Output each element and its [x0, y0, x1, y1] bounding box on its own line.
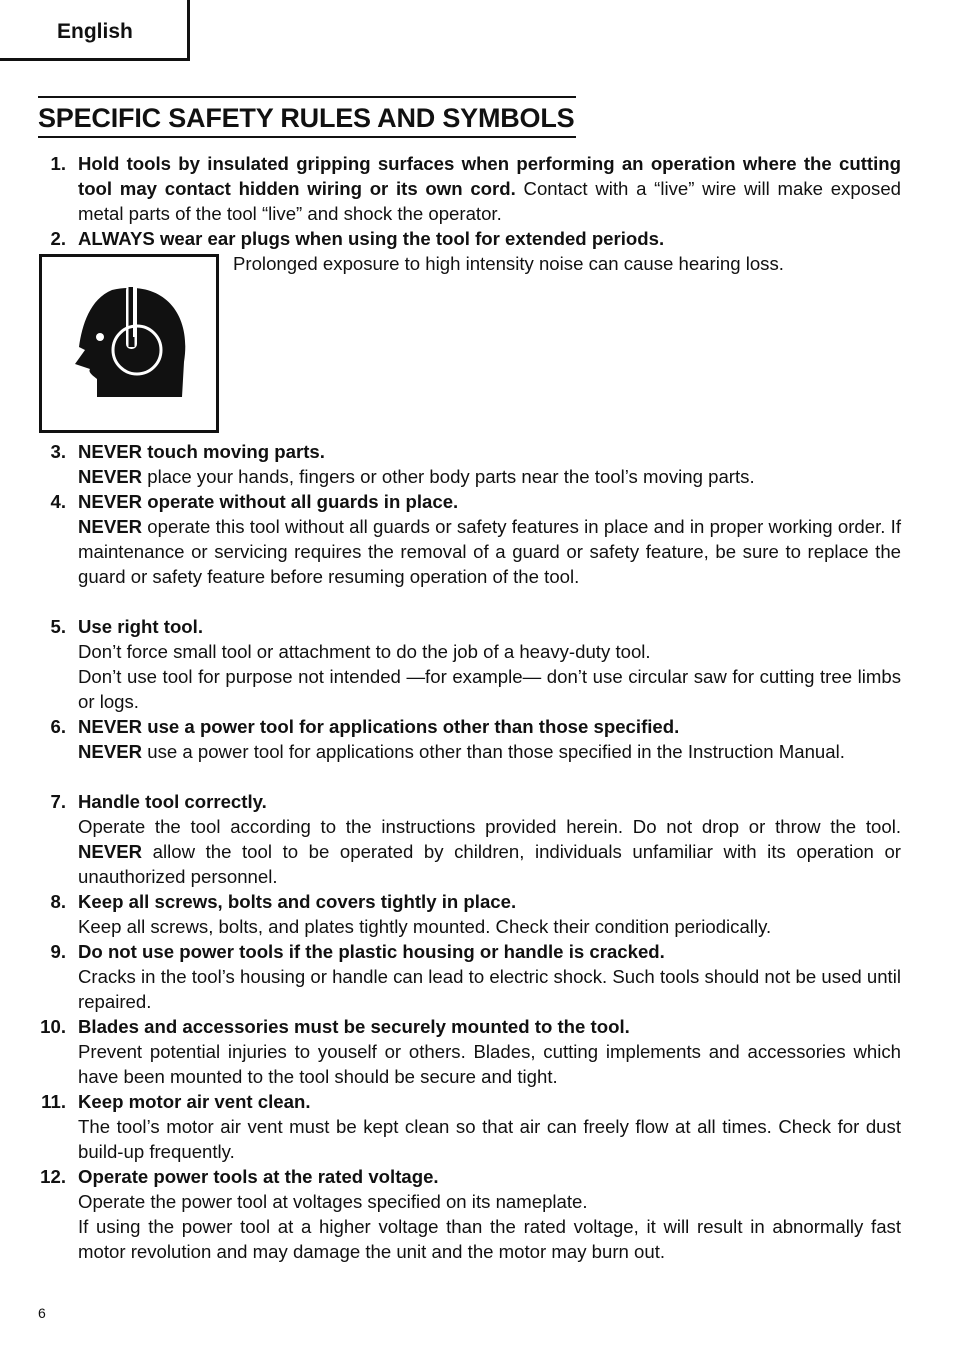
item-body-2: If using the power tool at a higher voltage than the rated voltage, it will result in abnormally fast motor revolution and may damage the unit and the motor may burn out.	[78, 1216, 901, 1262]
list-item	[78, 714, 901, 764]
page-title: SPECIFIC SAFETY RULES AND SYMBOLS	[38, 103, 575, 133]
item-number: 7.	[50, 791, 66, 812]
item-body: place your hands, fingers or other body parts near the tool’s moving parts.	[142, 466, 755, 487]
item-body: Prevent potential injuries to youself or others. Blades, cutting implements and accessories which have been mounted to the tool should be secure and tight.	[78, 1041, 901, 1087]
item-body: The tool’s motor air vent must be kept clean so that air can freely flow at all times. Check for dust build-up frequently.	[78, 1116, 901, 1162]
item-body: Contact with a “live” wire will make exposed metal parts of the tool “live” and shock the operator.	[78, 178, 902, 224]
item-body: Operate the power tool at voltages specified on its nameplate.	[78, 1191, 588, 1212]
language-label: English	[57, 20, 133, 43]
list-item	[78, 1014, 901, 1089]
item-number: 1.	[50, 153, 66, 174]
language-tab	[0, 0, 190, 61]
item-heading: NEVER touch moving parts.	[78, 441, 325, 462]
item-heading: Hold tools by insulated gripping surfaces when performing an operation where the cutting tool may contact hidden wiring or its own cord.	[78, 153, 901, 199]
ear-protection-icon-frame	[39, 254, 219, 433]
item-heading: Keep all screws, bolts and covers tightly in place.	[78, 891, 517, 912]
item-lead: NEVER	[78, 516, 143, 537]
item-body: operate this tool without all guards or safety features in place and in proper working order. If maintenance or servicing requires the removal of a guard or safety feature, be sure to replace the guard or safety feature before resuming operation of the tool.	[78, 516, 901, 587]
list-item	[78, 939, 901, 1014]
item-body: Don’t force small tool or attachment to do the job of a heavy-duty tool.	[78, 641, 651, 662]
item-body-2: allow the tool to be operated by children, individuals unfamiliar with its operation or unauthorized personnel.	[78, 841, 901, 887]
item-body: Cracks in the tool’s housing or handle can lead to electric shock. Such tools should not be used until repaired.	[78, 966, 901, 1012]
item-number: 8.	[50, 891, 66, 912]
item-number: 12.	[40, 1166, 66, 1187]
item-number: 4.	[50, 491, 66, 512]
item-number: 11.	[41, 1091, 66, 1112]
list-item	[78, 489, 901, 589]
item-heading: ALWAYS wear ear plugs when using the tool for extended periods.	[78, 228, 665, 249]
item-heading: Keep motor air vent clean.	[78, 1091, 311, 1112]
item-body: Operate the tool according to the instructions provided herein. Do not drop or throw the tool.	[78, 816, 901, 837]
item-heading: Handle tool correctly.	[78, 791, 267, 812]
list-item	[78, 1089, 901, 1164]
item-lead: NEVER	[78, 841, 143, 862]
item-heading: NEVER operate without all guards in place.	[78, 491, 459, 512]
item-body: Prolonged exposure to high intensity noise can cause hearing loss.	[233, 253, 784, 274]
list-item	[78, 789, 901, 889]
item-number: 10.	[40, 1016, 66, 1037]
item-number: 6.	[50, 716, 66, 737]
item-lead: NEVER	[78, 466, 143, 487]
ear-protection-icon	[42, 257, 216, 430]
list-item	[78, 226, 901, 251]
item-heading: Operate power tools at the rated voltage.	[78, 1166, 439, 1187]
section-title-rule	[38, 96, 576, 138]
item-body: use a power tool for applications other than those specified in the Instruction Manual.	[142, 741, 845, 762]
item-heading: NEVER use a power tool for applications other than those specified.	[78, 716, 680, 737]
item-heading: Blades and accessories must be securely mounted to the tool.	[78, 1016, 630, 1037]
list-item	[78, 1164, 901, 1264]
item-body: Keep all screws, bolts, and plates tightly mounted. Check their condition periodically.	[78, 916, 772, 937]
list-item	[78, 151, 901, 226]
item-number: 2.	[50, 228, 66, 249]
item-number: 9.	[50, 941, 66, 962]
item-heading: Use right tool.	[78, 616, 203, 637]
item-body-2: Don’t use tool for purpose not intended —for example— don’t use circular saw for cutting tree limbs or logs.	[78, 666, 901, 712]
list-item	[78, 889, 901, 939]
item-lead: NEVER	[78, 741, 143, 762]
item-number: 5.	[50, 616, 66, 637]
item-heading: Do not use power tools if the plastic housing or handle is cracked.	[78, 941, 665, 962]
item-number: 3.	[50, 441, 66, 462]
page-number: 6	[38, 1305, 46, 1321]
list-item	[78, 439, 901, 489]
list-item	[78, 614, 901, 714]
